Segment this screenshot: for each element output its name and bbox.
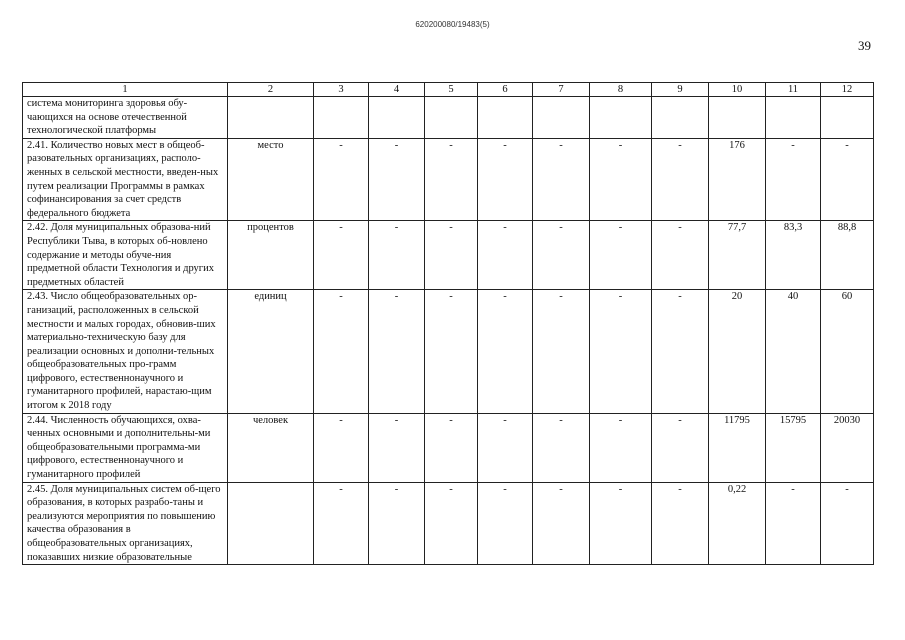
value-cell — [533, 97, 590, 139]
value-cell: - — [821, 138, 874, 221]
header-cell: 12 — [821, 83, 874, 97]
value-cell: 60 — [821, 290, 874, 413]
unit-cell — [228, 482, 314, 565]
table-row — [23, 413, 874, 482]
value-cell: - — [590, 413, 652, 482]
value-cell: - — [314, 290, 369, 413]
value-cell: - — [652, 482, 709, 565]
value-cell: - — [425, 482, 478, 565]
header-cell: 1 — [23, 83, 228, 97]
value-cell: - — [478, 290, 533, 413]
value-cell — [369, 97, 425, 139]
value-cell: 88,8 — [821, 221, 874, 290]
value-cell: 20030 — [821, 413, 874, 482]
value-cell: 20 — [709, 290, 766, 413]
unit-cell: единиц — [228, 290, 314, 413]
indicator-cell: 2.43. Число общеобразовательных ор-ганизаций, расположенных в сельской местности и малых городах, обновив-ших материально-техническую базу для реализации основных и дополни-тельных общеобразовательных про-грамм цифрового, естественнонаучного и гуманитарного профилей, нарастаю-щим итогом к 2018 году — [23, 290, 228, 413]
value-cell: - — [425, 290, 478, 413]
header-cell: 11 — [766, 83, 821, 97]
value-cell: - — [369, 138, 425, 221]
table-row — [23, 138, 874, 221]
indicator-cell: 2.45. Доля муниципальных систем об-щего образования, в которых разрабо-таны и реализуются мероприятия по повышению качества образования в общеобразовательных организациях, показавших низкие образовательные — [23, 482, 228, 565]
indicator-cell: система мониторинга здоровья обу-чающихся на основе отечественной технологической платформы — [23, 97, 228, 139]
header-cell: 2 — [228, 83, 314, 97]
value-cell — [709, 97, 766, 139]
value-cell: - — [314, 413, 369, 482]
value-cell — [766, 97, 821, 139]
value-cell: 77,7 — [709, 221, 766, 290]
value-cell: - — [478, 413, 533, 482]
indicator-cell: 2.42. Доля муниципальных образова-ний Республики Тыва, в которых об-новлено содержание и методы обуче-ния предметной области Технология и других предметных областей — [23, 221, 228, 290]
value-cell: - — [478, 482, 533, 565]
value-cell: - — [533, 413, 590, 482]
value-cell — [478, 97, 533, 139]
value-cell: - — [590, 290, 652, 413]
unit-cell: человек — [228, 413, 314, 482]
value-cell: 40 — [766, 290, 821, 413]
header-cell: 3 — [314, 83, 369, 97]
value-cell: - — [652, 221, 709, 290]
header-cell: 6 — [478, 83, 533, 97]
indicator-cell: 2.44. Численность обучающихся, охва-ченных основными и дополнительны-ми общеобразовательными программа-ми цифрового, естественнонаучного и гуманитарного профилей — [23, 413, 228, 482]
value-cell: - — [478, 138, 533, 221]
value-cell: - — [369, 221, 425, 290]
value-cell: - — [533, 221, 590, 290]
value-cell: - — [533, 138, 590, 221]
page-number: 39 — [858, 38, 871, 53]
value-cell: - — [369, 290, 425, 413]
value-cell — [652, 97, 709, 139]
value-cell: - — [314, 482, 369, 565]
value-cell — [314, 97, 369, 139]
value-cell: - — [478, 221, 533, 290]
value-cell: - — [821, 482, 874, 565]
value-cell: - — [533, 290, 590, 413]
value-cell: - — [590, 138, 652, 221]
header-cell: 10 — [709, 83, 766, 97]
value-cell: 176 — [709, 138, 766, 221]
table-row — [23, 482, 874, 565]
value-cell — [590, 97, 652, 139]
value-cell: - — [766, 138, 821, 221]
table-row — [23, 97, 874, 139]
value-cell: 11795 — [709, 413, 766, 482]
table-header-row — [23, 83, 874, 97]
header-cell: 7 — [533, 83, 590, 97]
value-cell: - — [369, 482, 425, 565]
value-cell: - — [369, 413, 425, 482]
value-cell: - — [533, 482, 590, 565]
indicators-table — [22, 82, 874, 565]
value-cell: - — [314, 138, 369, 221]
table-row — [23, 221, 874, 290]
header-cell: 4 — [369, 83, 425, 97]
value-cell — [425, 97, 478, 139]
value-cell: - — [766, 482, 821, 565]
document-id: 620200080/19483(5) — [415, 20, 490, 29]
value-cell: - — [314, 221, 369, 290]
value-cell — [821, 97, 874, 139]
value-cell: - — [652, 413, 709, 482]
value-cell: - — [652, 138, 709, 221]
value-cell: - — [652, 290, 709, 413]
value-cell: 0,22 — [709, 482, 766, 565]
value-cell: - — [590, 221, 652, 290]
unit-cell: место — [228, 138, 314, 221]
header-cell: 5 — [425, 83, 478, 97]
value-cell: - — [590, 482, 652, 565]
value-cell: - — [425, 413, 478, 482]
value-cell: - — [425, 221, 478, 290]
value-cell: 15795 — [766, 413, 821, 482]
value-cell: 83,3 — [766, 221, 821, 290]
unit-cell — [228, 97, 314, 139]
table-row — [23, 290, 874, 413]
header-cell: 8 — [590, 83, 652, 97]
value-cell: - — [425, 138, 478, 221]
indicator-cell: 2.41. Количество новых мест в общеоб-разовательных организациях, располо-женных в сельской местности, введен-ных путем реализации Программы в рамках софинансирования за счет средств федерального бюджета — [23, 138, 228, 221]
header-cell: 9 — [652, 83, 709, 97]
unit-cell: процентов — [228, 221, 314, 290]
